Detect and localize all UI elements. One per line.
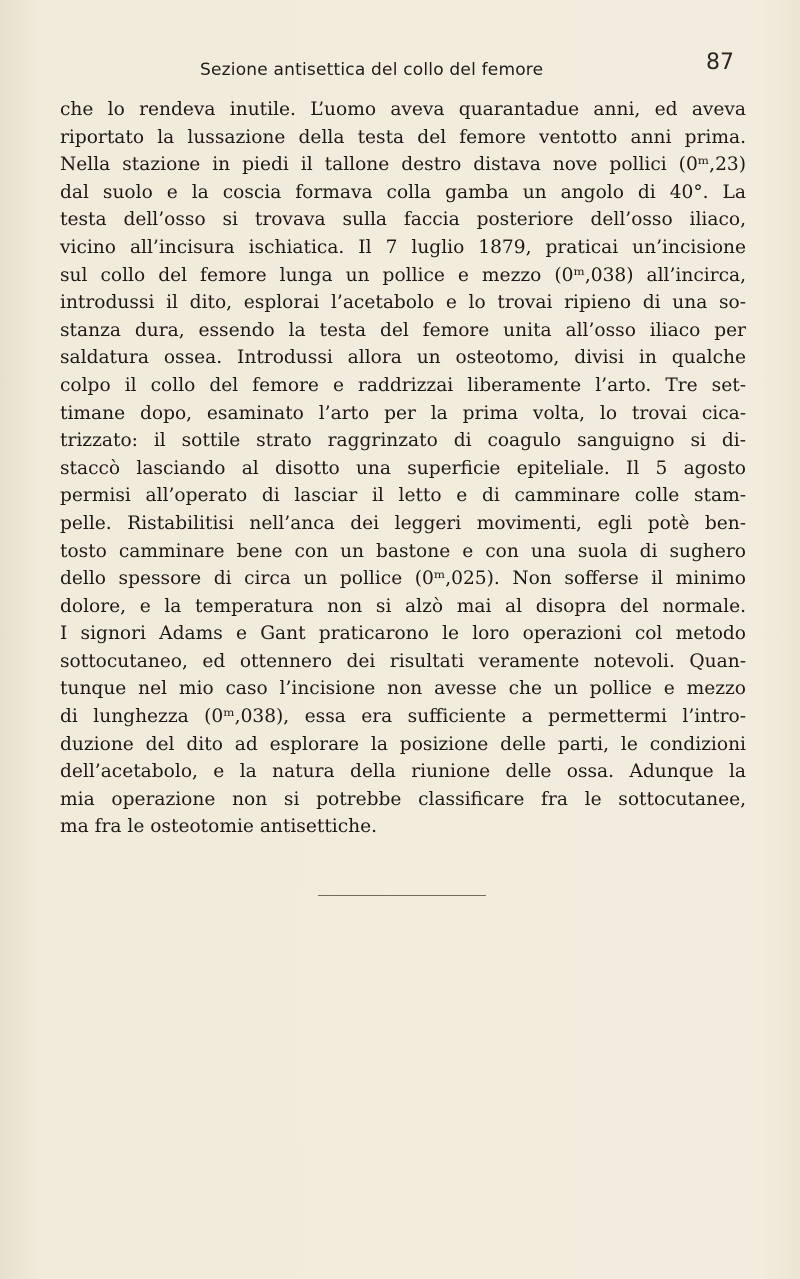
text-line: dal suolo e la coscia formava colla gamba un angolo di 40°. La: [60, 181, 746, 203]
section-divider: [318, 895, 486, 896]
text-line: dell’acetabolo, e la natura della riunione delle ossa. Adunque la: [60, 761, 746, 783]
text-line: sottocutaneo, ed ottennero dei risultati veramente notevoli. Quan-: [60, 650, 746, 672]
text-line: di lunghezza (0ᵐ,038), essa era sufficiente a permettermi l’intro-: [60, 706, 746, 728]
text-line: trizzato: il sottile strato raggrinzato di coagulo sanguigno si di-: [60, 430, 746, 452]
text-line: I signori Adams e Gant praticarono le loro operazioni col metodo: [60, 623, 746, 645]
text-line: sul collo del femore lunga un pollice e mezzo (0ᵐ,038) all’incirca,: [60, 264, 746, 286]
text-line: Nella stazione in piedi il tallone destro distava nove pollici (0ᵐ,23): [60, 154, 746, 176]
text-line: mia operazione non si potrebbe classificare fra le sottocutanee,: [60, 788, 746, 810]
text-line: stanza dura, essendo la testa del femore unita all’osso iliaco per: [60, 319, 746, 341]
text-line: dolore, e la temperatura non si alzò mai al disopra del normale.: [60, 595, 746, 617]
text-line: tunque nel mio caso l’incisione non avesse che un pollice e mezzo: [60, 678, 746, 700]
text-line: colpo il collo del femore e raddrizzai liberamente l’arto. Tre set-: [60, 374, 746, 396]
page-number: 87: [706, 50, 734, 75]
body-paragraph: [60, 96, 746, 841]
text-line: tosto camminare bene con un bastone e con una suola di sughero: [60, 540, 746, 562]
running-head: [0, 50, 800, 88]
text-line: che lo rendeva inutile. L’uomo aveva quarantadue anni, ed aveva: [60, 99, 746, 120]
text-line: introdussi il dito, esplorai l’acetabolo e lo trovai ripieno di una so-: [60, 292, 746, 314]
text-line: duzione del dito ad esplorare la posizione delle parti, le condizioni: [60, 733, 746, 755]
text-line: vicino all’incisura ischiatica. Il 7 luglio 1879, praticai un’incisione: [60, 236, 746, 258]
text-line: riportato la lussazione della testa del femore ventotto anni prima.: [60, 126, 746, 148]
text-line: testa dell’osso si trovava sulla faccia posteriore dell’osso iliaco,: [60, 209, 746, 231]
text-line: pelle. Ristabilitisi nell’anca dei leggeri movimenti, egli potè ben-: [60, 512, 746, 534]
text-line: staccò lasciando al disotto una superficie epiteliale. Il 5 agosto: [60, 457, 746, 479]
text-line: timane dopo, esaminato l’arto per la prima volta, lo trovai cica-: [60, 402, 746, 424]
text-line: ma fra le osteotomie antisettiche.: [60, 816, 378, 838]
running-title: Sezione antisettica del collo del femore: [200, 60, 544, 80]
text-line: dello spessore di circa un pollice (0ᵐ,025). Non sofferse il minimo: [60, 568, 746, 590]
text-line: saldatura ossea. Introdussi allora un osteotomo, divisi in qualche: [60, 347, 746, 369]
text-line: permisi all’operato di lasciar il letto e di camminare colle stam-: [60, 485, 746, 507]
